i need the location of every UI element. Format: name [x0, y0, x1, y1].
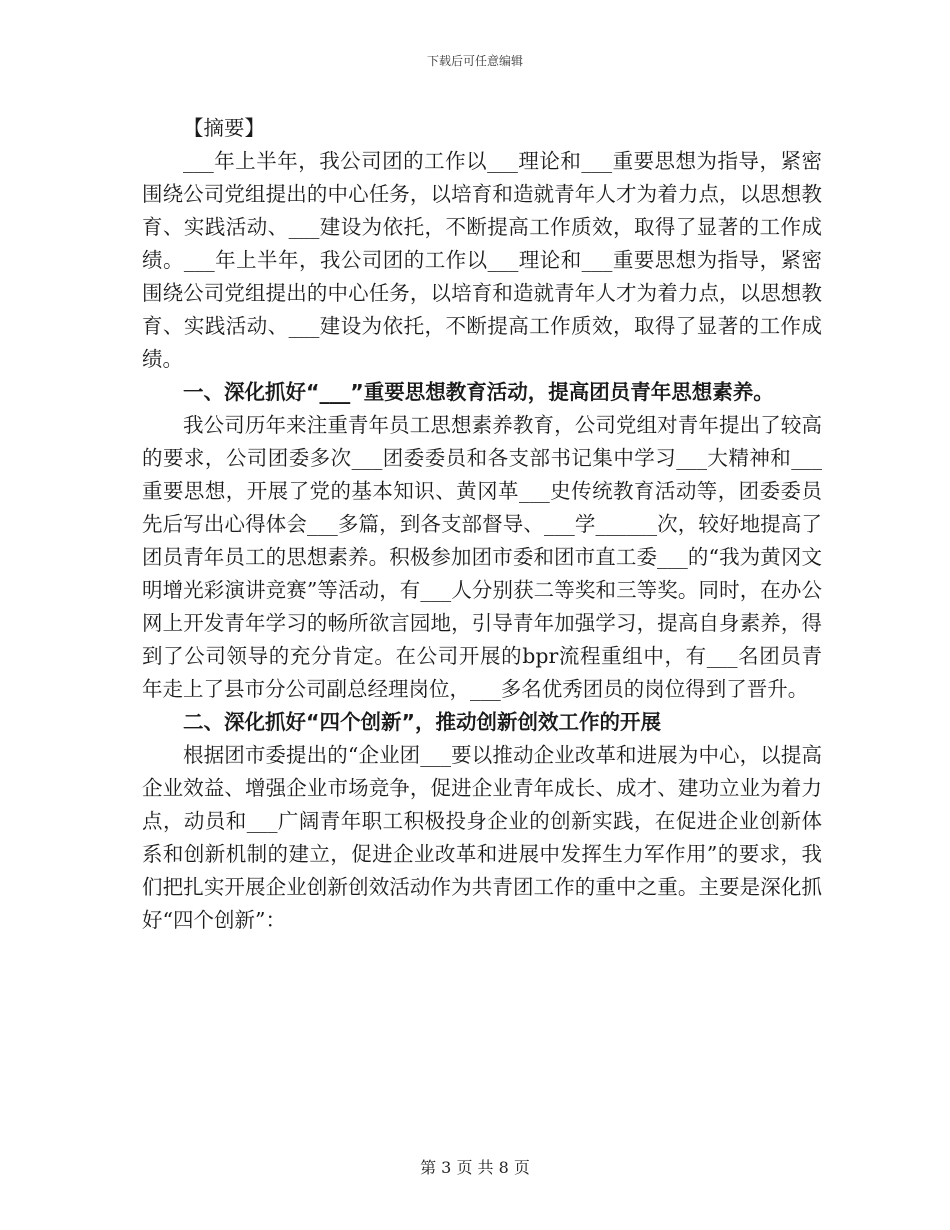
header-note: 下载后可任意编辑	[426, 54, 523, 68]
section-1-paragraph: 我公司历年来注重青年员工思想素养教育，公司党组对青年提出了较高的要求，公司团委多次___团委委员和各支部书记集中学习___大精神和___重要思想，开展了党的基本知识、黄冈革___史传统教育活动等，团委委员先后写出心得体会___多篇，到各支部督导、___学______次，较好地提高了团员青年员工的思想素养。积极参加团市委和团市直工委___的“我为黄冈文明增光彩演讲竞赛”等活动，有___人分别获二等奖和三等奖。同时，在办公网上开发青年学习的畅所欲言园地，引导青年加强学习，提高自身素养，得到了公司领导的充分肯定。在公司开展的bpr流程重组中，有___名团员青年走上了县市分公司副总经理岗位，___多名优秀团员的岗位得到了晋升。	[142, 413, 822, 701]
abstract-paragraph: ___年上半年，我公司团的工作以___理论和___重要思想为指导，紧密围绕公司党组提出的中心任务，以培育和造就青年人才为着力点，以思想教育、实践活动、___建设为依托，不断提高工作质效，取得了显著的工作成绩。___年上半年，我公司团的工作以___理论和___重要思想为指导，紧密围绕公司党组提出的中心任务，以培育和造就青年人才为着力点，以思想教育、实践活动、___建设为依托，不断提高工作质效，取得了显著的工作成绩。	[142, 149, 822, 371]
section-2-heading: 二、深化抓好“四个创新”，推动创新创效工作的开展	[183, 710, 661, 734]
document-body	[142, 112, 822, 937]
section-2-paragraph: 根据团市委提出的“企业团___要以推动企业改革和进展为中心，以提高企业效益、增强企业市场竞争，促进企业青年成长、成才、建功立业为着力点，动员和___广阔青年职工积极投身企业的创新实践，在促进企业创新体系和创新机制的建立，促进企业改革和进展中发挥生力军作用”的要求，我们把扎实开展企业创新创效活动作为共青团工作的重中之重。主要是深化抓好“四个创新”：	[142, 743, 822, 932]
page-number: 第 3 页 共 8 页	[420, 1158, 530, 1177]
abstract-label: 【摘要】	[183, 116, 265, 140]
section-1-heading: 一、深化抓好“___”重要思想教育活动，提高团员青年思想素养。	[183, 380, 774, 404]
